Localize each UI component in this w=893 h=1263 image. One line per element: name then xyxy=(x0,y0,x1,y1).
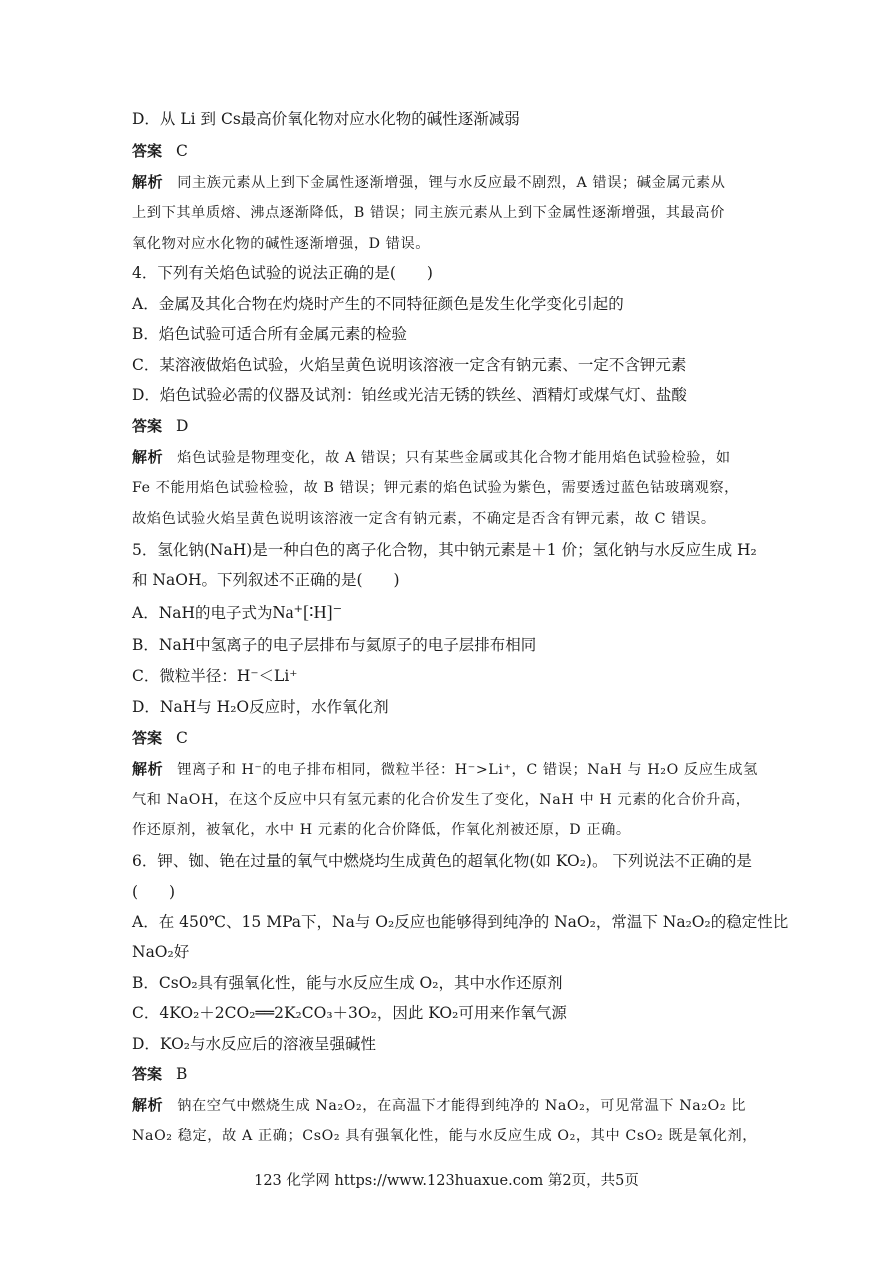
line-text: A．NaH的电子式为 xyxy=(132,604,273,622)
analysis-line xyxy=(132,758,758,781)
text-line xyxy=(132,233,430,255)
analysis-label: 解析 xyxy=(132,173,164,191)
text-line xyxy=(132,941,189,963)
line-text: D．NaH与 H₂O反应时，水作氧化剂 xyxy=(132,698,389,716)
line-text: D xyxy=(176,417,189,435)
text-line xyxy=(132,508,716,530)
text-line xyxy=(132,634,536,656)
line-text: 锂离子和 H⁻的电子排布相同，微粒半径：H⁻>Li⁺，C 错误；NaH 与 H₂O 反应生成氢 xyxy=(177,762,758,778)
answer-line xyxy=(132,727,188,749)
text-line xyxy=(132,881,175,903)
line-text: C．微粒半径：H⁻＜Li⁺ xyxy=(132,667,298,685)
line-text: C xyxy=(176,729,188,747)
text-line xyxy=(132,850,752,872)
text-line xyxy=(132,108,520,130)
line-text: B．焰色试验可适合所有金属元素的检验 xyxy=(132,325,407,343)
line-text: 上到下其单质熔、沸点逐渐降低，B 错误；同主族元素从上到下金属性逐渐增强，其最高价 xyxy=(132,205,725,221)
line-text: 6．钾、铷、铯在过量的氧气中燃烧均生成黄色的超氧化物(如 KO₂)。 下列说法不正确的是 xyxy=(132,852,752,870)
text-line xyxy=(132,696,389,718)
line-text: 氧化物对应水化物的碱性逐渐增强，D 错误。 xyxy=(132,236,431,252)
text-line xyxy=(132,262,433,284)
text-line xyxy=(132,972,562,994)
line-text: D．焰色试验必需的仪器及试剂：铂丝或光洁无锈的铁丝、酒精灯或煤气灯、盐酸 xyxy=(132,386,687,404)
page-footer: 123 化学网 https://www.123huaxue.com 第2页，共5页 xyxy=(254,1173,639,1189)
line-text: 钠在空气中燃烧生成 Na₂O₂，在高温下才能得到纯净的 NaO₂，可见常温下 Na₂O₂ 比 xyxy=(177,1098,747,1114)
line-text: 作还原剂，被氧化，水中 H 元素的化合价降低，作氧化剂被还原，D 正确。 xyxy=(132,822,631,838)
electron-formula: Na⁺[∶H]⁻ xyxy=(272,602,343,622)
line-text: D．从 Li 到 Cs最高价氧化物对应水化物的碱性逐渐减弱 xyxy=(132,110,520,128)
line-text: 5．氢化钠(NaH)是一种白色的离子化合物，其中钠元素是＋1 价；氢化钠与水反应生成 H₂ xyxy=(132,541,757,559)
text-line xyxy=(132,819,631,841)
text-line xyxy=(132,1033,376,1055)
line-text: B．CsO₂具有强氧化性，能与水反应生成 O₂，其中水作还原剂 xyxy=(132,974,563,992)
text-line xyxy=(132,911,788,933)
analysis-label: 解析 xyxy=(132,760,164,778)
line-text: C xyxy=(176,142,188,160)
line-text: D．KO₂与水反应后的溶液呈强碱性 xyxy=(132,1035,377,1053)
line-text: NaO₂好 xyxy=(132,943,190,961)
analysis-line xyxy=(132,446,731,469)
line-text: B．NaH中氢离子的电子层排布与氦原子的电子层排布相同 xyxy=(132,636,537,654)
text-line xyxy=(132,789,751,811)
answer-label: 答案 xyxy=(132,417,163,435)
answer-label: 答案 xyxy=(132,142,163,160)
text-line xyxy=(132,569,400,591)
line-text: 和 NaOH。下列叙述不正确的是( ) xyxy=(132,571,400,589)
text-line xyxy=(132,665,298,687)
answer-label: 答案 xyxy=(132,1065,163,1083)
line-text: 同主族元素从上到下金属性逐渐增强，锂与水反应最不剧烈，A 错误；碱金属元素从 xyxy=(177,175,726,191)
text-line xyxy=(132,1125,757,1147)
text-line xyxy=(132,354,686,376)
text-line xyxy=(132,293,624,315)
line-text: A．金属及其化合物在灼烧时产生的不同特征颜色是发生化学变化引起的 xyxy=(132,295,624,313)
analysis-label: 解析 xyxy=(132,1096,164,1114)
line-text: 焰色试验是物理变化，故 A 错误；只有某些金属或其化合物才能用焰色试验检验，如 xyxy=(177,450,731,466)
line-text: 故焰色试验火焰呈黄色说明该溶液一定含有钠元素，不确定是否含有钾元素，故 C 错误。 xyxy=(132,511,716,527)
answer-label: 答案 xyxy=(132,729,163,747)
line-text: A．在 450℃、15 MPa下，Na与 O₂反应也能够得到纯净的 NaO₂，常温下 Na₂O₂的稳定性比 xyxy=(132,913,789,931)
text-line xyxy=(132,202,725,224)
answer-line xyxy=(132,415,188,437)
text-line xyxy=(132,477,739,499)
line-text: ( ) xyxy=(132,883,176,901)
text-line xyxy=(132,384,687,406)
line-text: NaO₂ 稳定，故 A 正确；CsO₂ 具有强氧化性，能与水反应生成 O₂，其中 CsO₂ 既是氧化剂， xyxy=(132,1128,758,1144)
line-text: Fe 不能用焰色试验检验，故 B 错误；钾元素的焰色试验为紫色，需要透过蓝色钴玻璃观察， xyxy=(132,480,739,496)
analysis-line xyxy=(132,1094,746,1117)
answer-line xyxy=(132,1063,187,1085)
line-text: C．某溶液做焰色试验，火焰呈黄色说明该溶液一定含有钠元素、一定不含钾元素 xyxy=(132,356,687,374)
analysis-line xyxy=(132,171,726,194)
line-text: C．4KO₂＋2CO₂══2K₂CO₃＋3O₂，因此 KO₂可用来作氧气源 xyxy=(132,1004,567,1022)
text-line xyxy=(132,539,757,561)
line-text: 4．下列有关焰色试验的说法正确的是( ) xyxy=(132,264,433,282)
line-text: 气和 NaOH，在这个反应中只有氢元素的化合价发生了变化，NaH 中 H 元素的化合价升高， xyxy=(132,792,751,808)
text-line xyxy=(132,1002,567,1024)
line-text: B xyxy=(176,1065,188,1083)
text-line xyxy=(132,323,407,345)
answer-line xyxy=(132,140,188,162)
text-line xyxy=(132,601,342,624)
analysis-label: 解析 xyxy=(132,448,164,466)
